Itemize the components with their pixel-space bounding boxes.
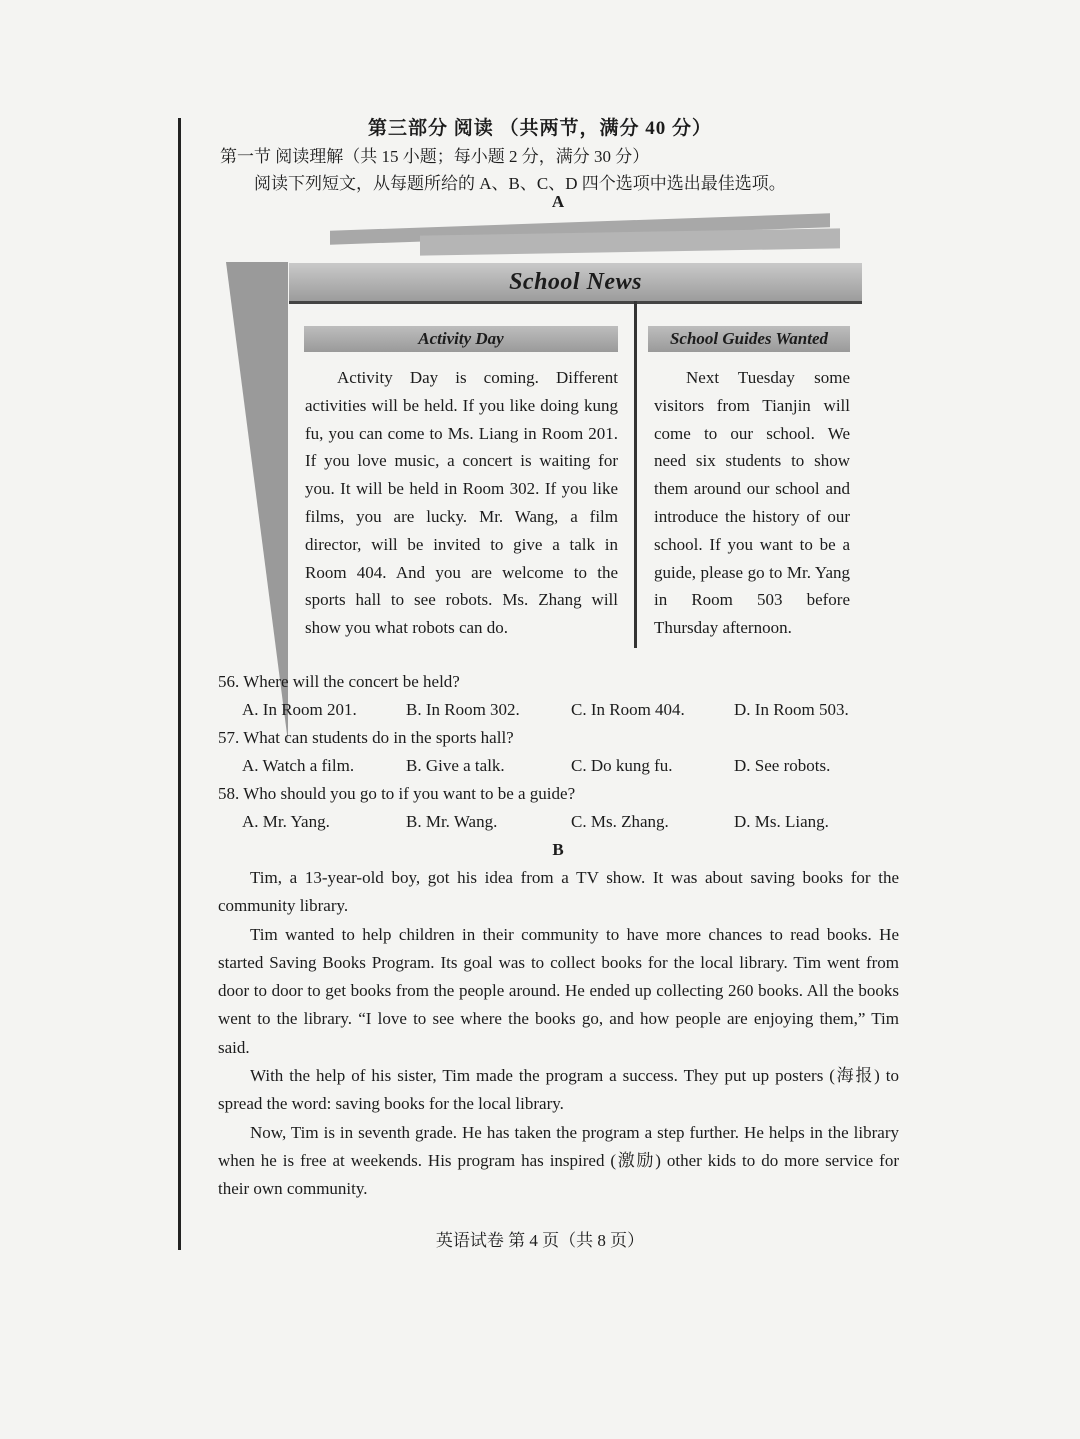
guides-wanted-text [654, 364, 850, 642]
school-news-banner [289, 263, 862, 304]
question-58-options [242, 812, 882, 834]
banner-title: School News [509, 269, 642, 295]
instruction: 阅读下列短文，从每题所给的 A、B、C、D 四个选项中选出最佳选项。 [254, 174, 786, 193]
left-fold-decoration [226, 262, 288, 742]
section-title: 第三部分 阅读 （共两节，满分 40 分） [367, 118, 712, 139]
option-d: D. In Room 503. [734, 700, 849, 719]
activity-day-heading: Activity Day [304, 326, 618, 352]
passage-a-letter: A [551, 192, 565, 211]
option-c: C. Do kung fu. [571, 756, 673, 775]
activity-day-paragraph: Activity Day is coming. Different activities will be held. If you like doing kung fu, you can come to Ms. Liang in Room 201. If you love music, a concert is waiting for you. It will be held in Room 302. If you like films, you are lucky. Mr. Wang, a film director, will be invited to give a talk in Room 404. And you are welcome to the sports hall to see robots. Ms. Zhang will show you what robots can do. [305, 368, 618, 638]
passage-b-body [218, 864, 899, 1204]
question-57: 57. What can students do in the sports hall? [218, 728, 514, 747]
option-a: A. In Room 201. [242, 700, 357, 719]
passage-b-paragraph: Now, Tim is in seventh grade. He has taken the program a step further. He helps in the library when he is free at weekends. His program has inspired (激励) other kids to do more service for their own community. [218, 1122, 899, 1199]
question-57-options [242, 756, 882, 778]
option-d: D. See robots. [734, 756, 831, 775]
option-a: A. Watch a film. [242, 756, 355, 775]
guides-wanted-paragraph: Next Tuesday some visitors from Tianjin will come to our school. We need six students to show them around our school and introduce the history of our school. If you want to be a guide, please go to Mr. Yang in Room 503 before Thursday afternoon. [654, 368, 850, 638]
question-56-options [242, 700, 882, 722]
column-divider [634, 301, 637, 648]
passage-b-paragraph: Tim wanted to help children in their community to have more chances to read books. He started Saving Books Program. Its goal was to collect books for the local library. Tim went from door to door to get books from the people around. He ended up collecting 260 books. All the books went to the library. “I love to see where the books go, and how people are enjoying them,” Tim said. [218, 924, 899, 1057]
passage-b-letter: B [552, 840, 564, 859]
option-c: C. In Room 404. [571, 700, 685, 719]
page-footer: 英语试卷 第 4 页（共 8 页） [435, 1231, 645, 1250]
guides-wanted-heading: School Guides Wanted [648, 326, 850, 352]
question-56: 56. Where will the concert be held? [218, 672, 460, 691]
option-b: B. Give a talk. [406, 756, 505, 775]
option-d: D. Ms. Liang. [734, 812, 829, 831]
passage-b-paragraph: With the help of his sister, Tim made the program a success. They put up posters (海报) to spread the word: saving books for the local library. [218, 1066, 899, 1114]
option-c: C. Ms. Zhang. [571, 812, 669, 831]
option-b: B. In Room 302. [406, 700, 520, 719]
passage-b-paragraph: Tim, a 13-year-old boy, got his idea from a TV show. It was about saving books for the community library. [218, 868, 899, 916]
option-a: A. Mr. Yang. [242, 812, 330, 831]
sub-title: 第一节 阅读理解（共 15 小题；每小题 2 分，满分 30 分） [220, 147, 650, 166]
activity-day-text [305, 364, 618, 642]
margin-line [178, 118, 181, 1250]
option-b: B. Mr. Wang. [406, 812, 498, 831]
question-58: 58. Who should you go to if you want to be a guide? [218, 784, 576, 803]
